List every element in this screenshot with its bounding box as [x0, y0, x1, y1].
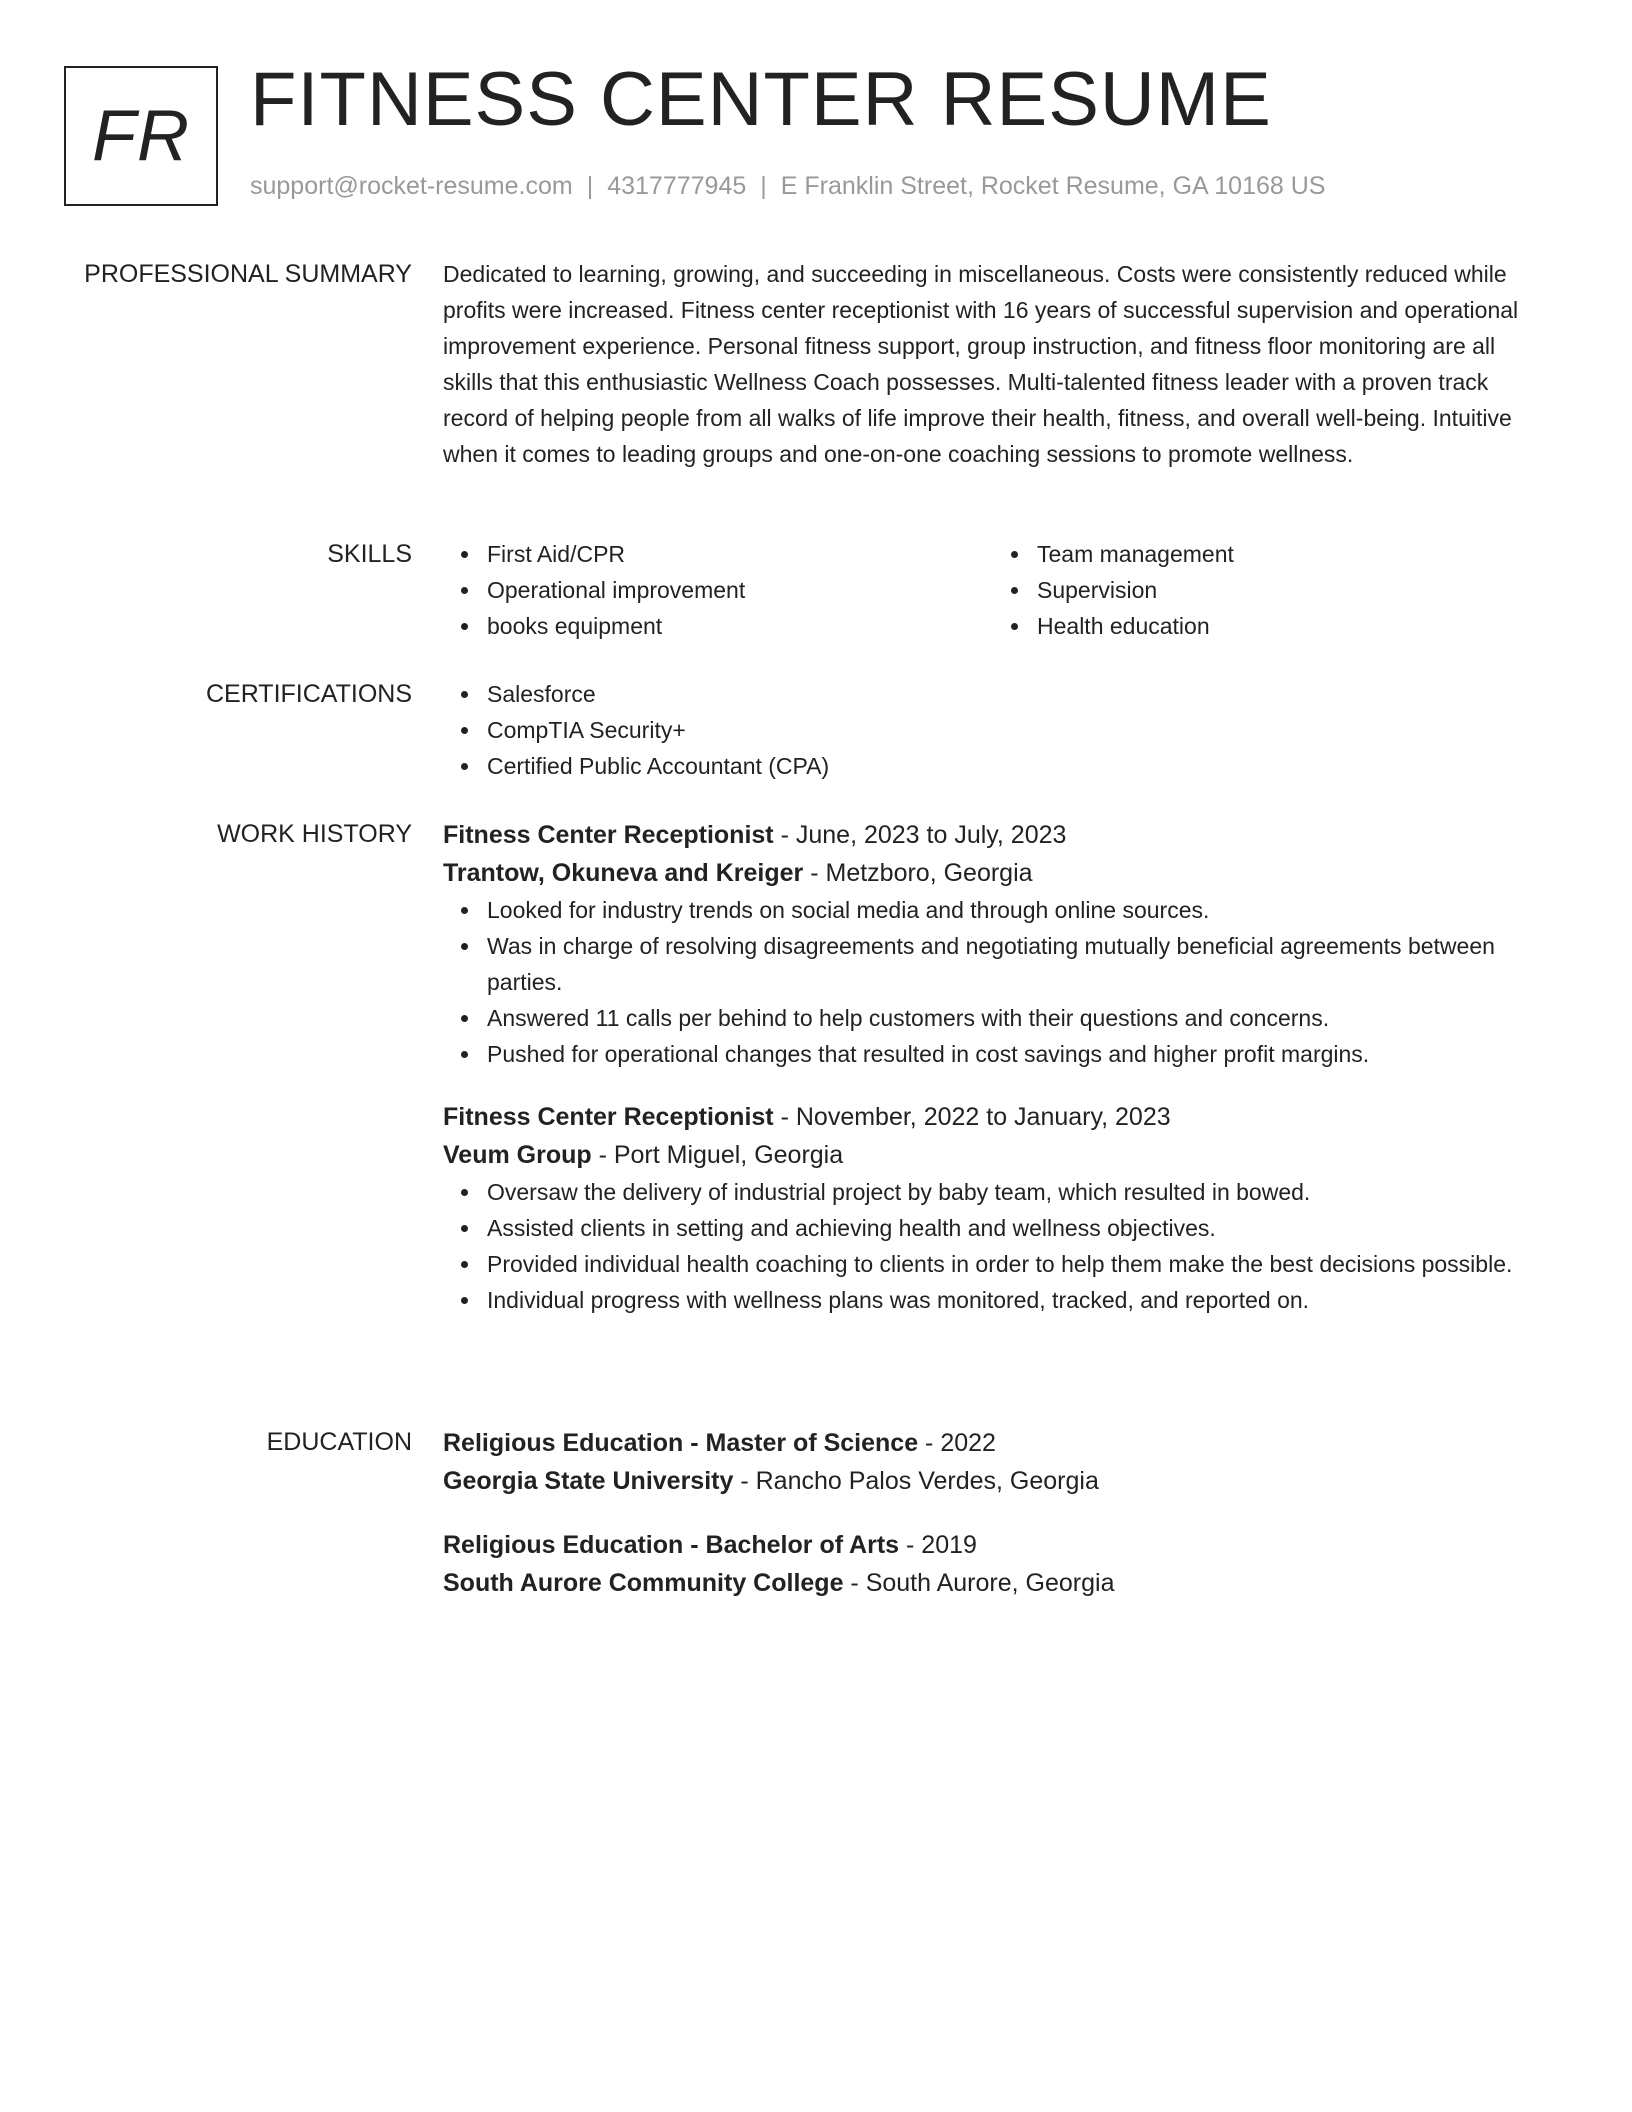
job-duties-list [443, 892, 1543, 1072]
education-year: - 2022 [918, 1429, 996, 1457]
job-company-line [443, 854, 1543, 892]
job-title-line [443, 816, 1543, 854]
section-label-summary: PROFESSIONAL SUMMARY [84, 260, 412, 288]
job-company: Veum Group [443, 1141, 592, 1169]
certification-item: Salesforce [487, 676, 1543, 712]
monogram-logo: FR [64, 66, 218, 206]
job-dates: - November, 2022 to January, 2023 [773, 1103, 1171, 1131]
contact-separator: | [760, 172, 767, 200]
education-school: Georgia State University [443, 1467, 734, 1495]
job-entry [443, 1098, 1543, 1318]
job-duty-item: Pushed for operational changes that resulted in cost savings and higher profit margins. [487, 1036, 1543, 1072]
skill-item: Supervision [1037, 572, 1543, 608]
education-location: - Rancho Palos Verdes, Georgia [733, 1467, 1099, 1495]
education-location: - South Aurore, Georgia [843, 1569, 1115, 1597]
job-entry [443, 816, 1543, 1072]
contact-phone: 4317777945 [607, 172, 747, 200]
skills-list-right [993, 536, 1543, 644]
skills-list-left [443, 536, 993, 644]
certification-item: Certified Public Accountant (CPA) [487, 748, 1543, 784]
education-school: South Aurore Community College [443, 1569, 844, 1597]
contact-email: support@rocket-resume.com [250, 172, 573, 200]
skill-item: First Aid/CPR [487, 536, 993, 572]
job-location: - Port Miguel, Georgia [591, 1141, 844, 1169]
job-dates: - June, 2023 to July, 2023 [773, 821, 1067, 849]
education-year: - 2019 [899, 1531, 977, 1559]
contact-address: E Franklin Street, Rocket Resume, GA 10168 US [780, 172, 1326, 200]
contact-separator: | [586, 172, 594, 200]
education-school-line [443, 1462, 1543, 1500]
job-company-line [443, 1136, 1543, 1174]
education-degree-line [443, 1424, 1543, 1462]
section-label-certifications: CERTIFICATIONS [205, 680, 412, 708]
job-duty-item: Provided individual health coaching to clients in order to help them make the best decisions possible. [487, 1246, 1543, 1282]
education-degree-line [443, 1526, 1543, 1564]
job-title-line [443, 1098, 1543, 1136]
job-location: - Metzboro, Georgia [803, 859, 1033, 887]
job-duty-item: Assisted clients in setting and achieving health and wellness objectives. [487, 1210, 1543, 1246]
job-duty-item: Was in charge of resolving disagreements and negotiating mutually beneficial agreements between parties. [487, 928, 1543, 1000]
section-label-skills: SKILLS [327, 540, 412, 568]
education-degree: Religious Education - Bachelor of Arts [443, 1531, 900, 1559]
skill-item: books equipment [487, 608, 993, 644]
skill-item: Operational improvement [487, 572, 993, 608]
education-degree: Religious Education - Master of Science [443, 1429, 919, 1457]
job-duty-item: Answered 11 calls per behind to help customers with their questions and concerns. [487, 1000, 1543, 1036]
skills-body [443, 536, 1543, 644]
section-label-work-history: WORK HISTORY [217, 820, 412, 848]
resume-title: FITNESS CENTER RESUME [250, 57, 1272, 142]
education-entry [443, 1424, 1543, 1500]
job-duty-item: Looked for industry trends on social media and through online sources. [487, 892, 1543, 928]
certifications-list [443, 676, 1543, 784]
skill-item: Health education [1037, 608, 1543, 644]
education-body [443, 1424, 1543, 1602]
job-title: Fitness Center Receptionist [443, 1103, 774, 1131]
job-company: Trantow, Okuneva and Kreiger [443, 859, 804, 887]
skill-item: Team management [1037, 536, 1543, 572]
certifications-body [443, 676, 1543, 784]
education-school-line [443, 1564, 1543, 1602]
section-label-education: EDUCATION [266, 1428, 412, 1456]
job-duty-item: Oversaw the delivery of industrial project by baby team, which resulted in bowed. [487, 1174, 1543, 1210]
summary-body [443, 256, 1543, 472]
education-entry [443, 1526, 1543, 1602]
work-history-body [443, 816, 1543, 1318]
contact-line [250, 172, 1325, 201]
certification-item: CompTIA Security+ [487, 712, 1543, 748]
job-title: Fitness Center Receptionist [443, 821, 774, 849]
job-duties-list [443, 1174, 1543, 1318]
summary-text: Dedicated to learning, growing, and succeeding in miscellaneous. Costs were consistently reduced while profits were increased. Fitness center receptionist with 16 years of successful supervision and operational improvement experience. Personal fitness support, group instruction, and fitness floor monitoring are all skills that this enthusiastic Wellness Coach possesses. Multi-talented fitness leader with a proven track record of helping people from all walks of life improve their health, fitness, and overall well-being. Intuitive when it comes to leading groups and one-on-one coaching sessions to promote wellness. [443, 261, 1519, 467]
job-duty-item: Individual progress with wellness plans was monitored, tracked, and reported on. [487, 1282, 1543, 1318]
